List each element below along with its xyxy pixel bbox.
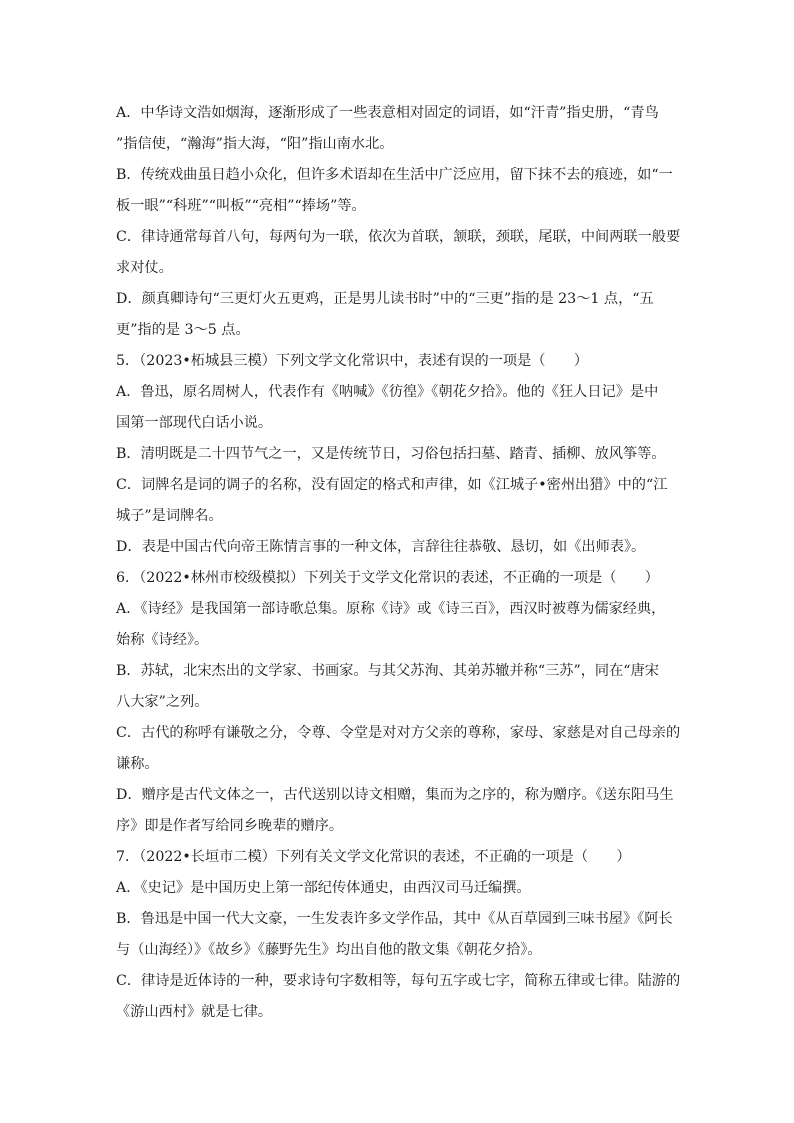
text-line: 城子”是词牌名。 — [116, 508, 223, 524]
text-line: A．《诗经》是我国第一部诗歌总集。原称《诗》或《诗三百》，西汉时被尊为儒家经典， — [116, 601, 666, 617]
text-line: B．苏轼，北宋杰出的文学家、书画家。与其父苏洵、其弟苏辙并称“三苏”，同在“唐宋 — [116, 663, 659, 679]
text-line: D．颜真卿诗句“三更灯火五更鸡，正是男儿读书时”中的“三更”指的是 23～1 点，“五 — [116, 291, 654, 307]
text-line: 求对仗。 — [116, 260, 173, 276]
page-content — [116, 98, 682, 1028]
text-line: 八大家”之列。 — [116, 694, 209, 710]
text-line: 板一眼”“科班”“叫板”“亮相”“捧场”等。 — [116, 198, 366, 214]
text-line: C．律诗是近体诗的一种，要求诗句字数相等，每句五字或七字，简称五律或七律。陆游的 — [116, 973, 681, 989]
question-heading: 7．（2022•长垣市二模）下列有关文学文化常识的表述，不正确的一项是（ ） — [116, 849, 631, 865]
text-line: 更”指的是 3～5 点。 — [116, 322, 250, 338]
question-heading: 5．（2023•柘城县三模）下列文学文化常识中，表述有误的一项是（ ） — [116, 353, 589, 369]
text-line: A．中华诗文浩如烟海，逐渐形成了一些表意相对固定的词语，如“汗青”指史册，“青鸟 — [116, 105, 659, 121]
text-line: A．《史记》是中国历史上第一部纪传体通史，由西汉司马迁编撰。 — [116, 880, 531, 896]
text-line: ”指信使，“瀚海”指大海，“阳”指山南水北。 — [116, 136, 394, 152]
text-line: 谦称。 — [116, 756, 159, 772]
text-line: C．古代的称呼有谦敬之分，令尊、令堂是对对方父亲的尊称，家母、家慈是对自己母亲的 — [116, 725, 681, 741]
text-line: D．表是中国古代向帝王陈情言事的一种文体，言辞往往恭敬、恳切，如《出师表》。 — [116, 539, 646, 555]
text-line: B．传统戏曲虽日趋小众化，但许多术语却在生活中广泛应用，留下抹不去的痕迹，如“一 — [116, 167, 673, 183]
text-line: 《游山西村》就是七律。 — [116, 1004, 273, 1020]
text-line: 与（山海经）》《故乡》《藤野先生》均出自他的散文集《朝花夕拾》。 — [116, 942, 542, 958]
text-line: B．清明既是二十四节气之一，又是传统节日，习俗包括扫墓、踏青、插柳、放风筝等。 — [116, 446, 666, 462]
text-line: 序》即是作者写给同乡晚辈的赠序。 — [116, 818, 344, 834]
text-line: A．鲁迅，原名周树人，代表作有《呐喊》《彷徨》《朝花夕拾》。他的《狂人日记》是中 — [116, 384, 659, 400]
text-line: 始称《诗经》。 — [116, 632, 209, 648]
text-line: D．赠序是古代文体之一，古代送别以诗文相赠，集而为之序的，称为赠序。《送东阳马生 — [116, 787, 674, 803]
text-line: B．鲁迅是中国一代大文豪，一生发表许多文学作品，其中《从百草园到三味书屋》《阿长 — [116, 911, 673, 927]
text-line: 国第一部现代白话小说。 — [116, 415, 273, 431]
text-line: C．律诗通常每首八句，每两句为一联，依次为首联，颔联，颈联，尾联，中间两联一般要 — [116, 229, 681, 245]
question-heading: 6．（2022•林州市校级模拟）下列关于文学文化常识的表述，不正确的一项是（ ） — [116, 570, 659, 586]
text-line: C．词牌名是词的调子的名称，没有固定的格式和声律，如《江城子•密州出猎》中的“江 — [116, 477, 668, 493]
